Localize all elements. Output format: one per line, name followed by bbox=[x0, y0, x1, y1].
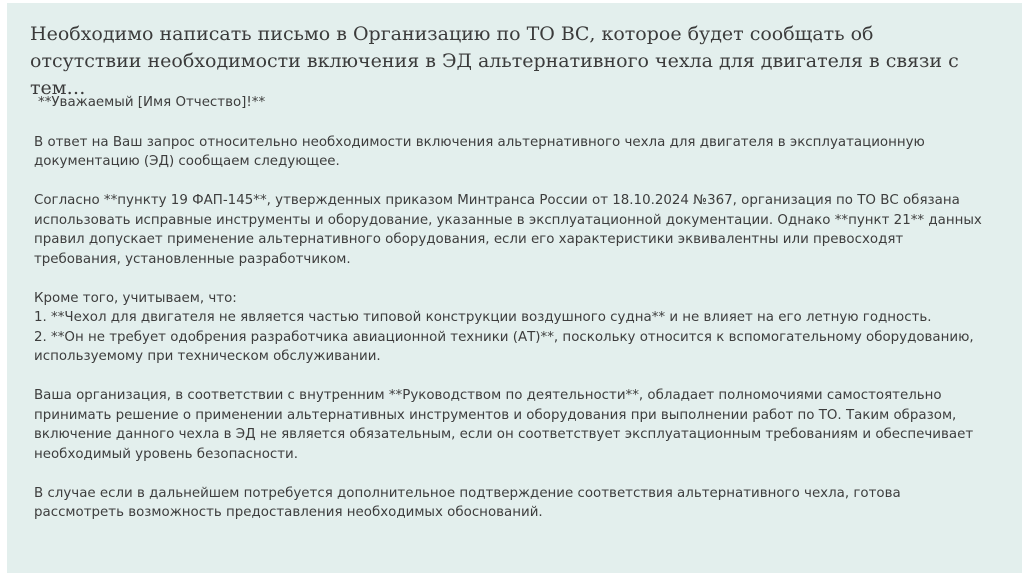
list-intro: Кроме того, учитываем, что: bbox=[34, 290, 237, 306]
list-item: 2. **Он не требует одобрения разработчика авиационной техники (АТ)**, поскольку относится к вспомогательному оборудованию, используемому при техническом обслуживании. bbox=[34, 329, 974, 364]
list-block bbox=[30, 289, 990, 367]
paragraph-request-response: В ответ на Ваш запрос относительно необходимости включения альтернативного чехла для двигателя в эксплуатационную документацию (ЭД) сообщаем следующее. bbox=[34, 134, 925, 169]
paragraph-fap-145: Согласно **пункту 19 ФАП-145**, утвержденных приказом Минтранса России от 18.10.2024 №367, организация по ТО ВС обязана использовать исправные инструменты и оборудование, указанные в эксплуатационной документации. Однако **пункт 21** данных правил допускает применение альтернативного оборудования, если его характеристики эквивалентны или превосходят требования, установленные разработчиком. bbox=[34, 193, 982, 267]
paragraph-organization-authority: Ваша организация, в соответствии с внутренним **Руководством по деятельности**, обладает полномочиями самостоятельно принимать решение о применении альтернативных инструментов и оборудования при выполнении работ по ТО. Таким образом, включение данного чехла в ЭД не является обязательным, если он соответствует эксплуатационным требованиям и обеспечивает необходимый уровень безопасности. bbox=[34, 388, 974, 462]
slide-title: Необходимо написать письмо в Организацию по ТО ВС, которое будет сообщать об отсутствии необходимости включения в ЭД альтернативного чехла для двигателя в связи с тем… bbox=[30, 23, 959, 99]
letter-greeting: **Уважаемый [Имя Отчество]!** bbox=[38, 95, 266, 110]
slide bbox=[7, 3, 1022, 573]
letter-body bbox=[30, 93, 990, 542]
paragraph-closing: В случае если в дальнейшем потребуется дополнительное подтверждение соответствия альтернативного чехла, готова рассмотреть возможность предоставления необходимых обоснований. bbox=[34, 485, 901, 520]
list-item: 1. **Чехол для двигателя не является частью типовой конструкции воздушного судна** и не влияет на его летную годность. bbox=[34, 310, 932, 325]
